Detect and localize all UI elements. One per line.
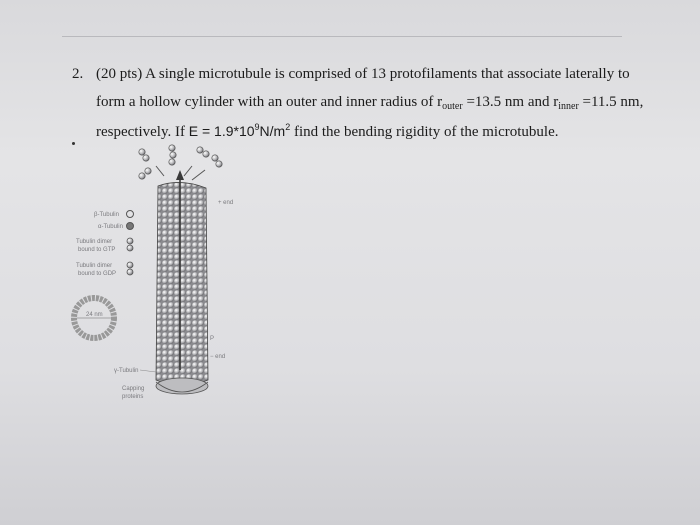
formula-unit-exponent: 2 <box>285 122 291 132</box>
label-dimer-gtp-2: bound to GTP <box>78 247 116 253</box>
formula-e: E = 1.9*10 <box>188 123 255 139</box>
problem-line2-a: form a hollow cylinder with an outer and inner radius of r <box>96 94 443 110</box>
microtubule-figure <box>60 140 260 410</box>
formula-unit: N/m <box>259 123 286 139</box>
page-rule <box>62 36 622 37</box>
cross-section-ring <box>74 298 114 338</box>
problem-line2-c: =11.5 nm, <box>578 94 644 110</box>
label-diameter: 24 nm <box>86 312 103 318</box>
label-dimer-gdp-2: bound to GDP <box>78 271 117 277</box>
legend-dimer-gtp-icon <box>127 238 133 251</box>
label-gamma-tubulin: γ-Tubulin <box>114 368 139 374</box>
label-p: P <box>210 336 215 342</box>
label-capping-1: Capping <box>122 386 145 392</box>
problem-number: 2. <box>72 66 84 82</box>
problem-line3-a: respectively. If <box>96 124 189 140</box>
formula-exponent: 9 <box>254 122 260 132</box>
label-plus-end: + end <box>218 200 234 206</box>
subscript-outer: outer <box>442 101 463 112</box>
label-dimer-gdp-1: Tubulin dimer <box>76 263 113 269</box>
legend-alpha-tubulin-icon <box>127 223 134 230</box>
problem-text-line-3 <box>96 122 559 141</box>
subscript-inner: inner <box>558 101 579 112</box>
microtubule-cylinder <box>156 170 208 394</box>
legend-beta-tubulin-icon <box>127 211 134 218</box>
problem-text-line-2 <box>96 94 643 112</box>
label-dimer-gtp-1: Tubulin dimer <box>76 239 113 245</box>
label-beta-tubulin: β-Tubulin <box>94 212 119 218</box>
problem-line2-b: =13.5 nm and r <box>462 94 559 110</box>
problem-text-line-1 <box>96 66 630 83</box>
label-minus-end: − end <box>210 354 226 360</box>
problem-line3-b: find the bending rigidity of the microtubule. <box>290 124 559 140</box>
problem-line1: (20 pts) A single microtubule is comprised of 13 protofilaments that associate laterally to <box>96 66 630 82</box>
label-alpha-tubulin: α-Tubulin <box>98 224 123 230</box>
label-capping-2: proteins <box>122 394 144 400</box>
legend-dimer-gdp-icon <box>127 262 133 275</box>
